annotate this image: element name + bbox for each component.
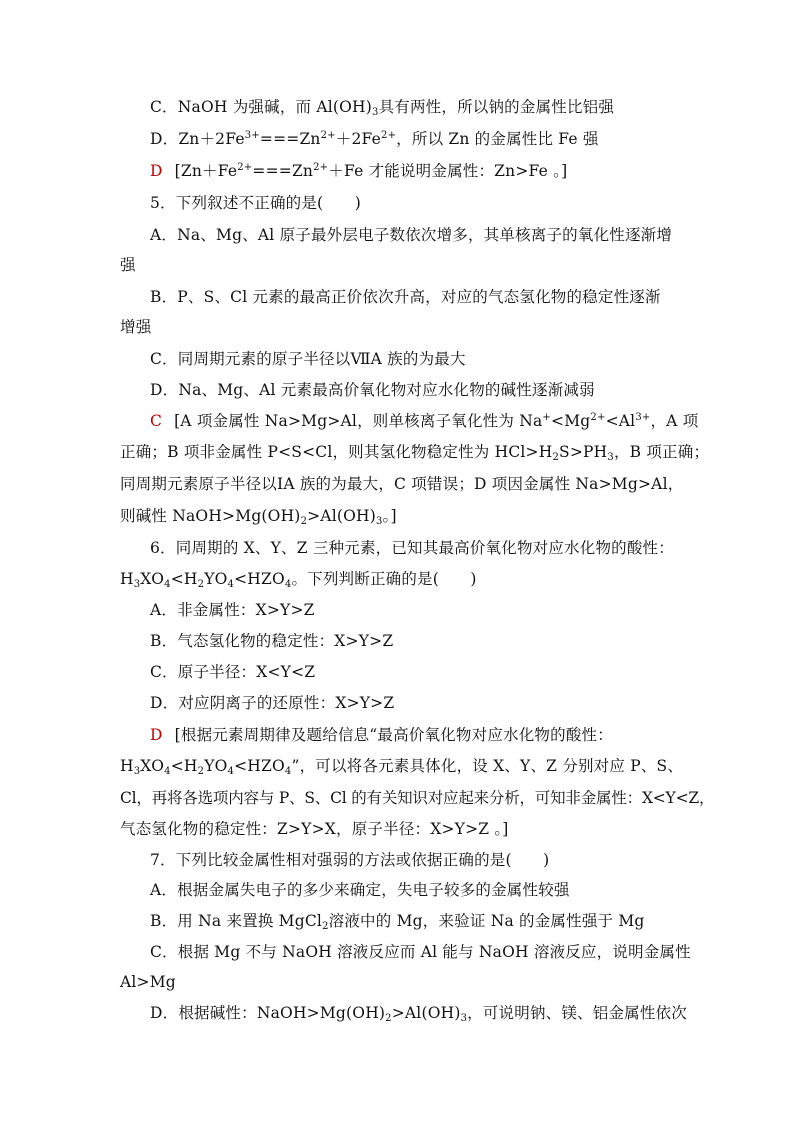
q4-explanation: ===Zn xyxy=(252,162,314,180)
q6-option-b: B．气态氢化物的稳定性：X>Y>Z xyxy=(150,632,394,650)
q6-formula-sub: 2 xyxy=(197,579,205,590)
q5-option-d: D．Na、Mg、Al 元素最高价氧化物对应水化物的碱性逐渐减弱 xyxy=(150,381,595,399)
q7-option-b-sub: 2 xyxy=(322,921,329,932)
q7-option-b xyxy=(150,911,645,931)
q5-explanation-sub: 2 xyxy=(300,516,308,527)
q7-option-d-text: >Al(OH) xyxy=(391,1004,461,1022)
q6-explanation-line3: Cl，再将各选项内容与 P、S、Cl 的有关知识对应起来分析，可知非金属性：X<Y<Z， xyxy=(120,789,715,807)
q5-answer xyxy=(150,411,698,431)
q6-formula: H xyxy=(120,570,134,588)
q5-explanation-charge: + xyxy=(542,412,552,423)
q4-option-d xyxy=(150,129,599,149)
q7-option-d-sub: 3 xyxy=(460,1013,468,1024)
q4-explanation: ＋Fe 才能说明金属性：Zn>Fe 。] xyxy=(328,162,568,180)
q4-option-d-text: ＋2Fe xyxy=(335,130,382,148)
q6-option-c: C．原子半径：X<Y<Z xyxy=(150,663,316,681)
q6-explanation: ”，可以将各元素具体化，设 X、Y、Z 分别对应 P、S、 xyxy=(291,757,684,775)
q6-option-a: A．非金属性：X>Y>Z xyxy=(150,601,315,619)
q6-formula-sub: 3 xyxy=(133,579,141,590)
q6-formula: H xyxy=(120,757,134,775)
q6-answer xyxy=(150,725,613,745)
q5-option-a: A．Na、Mg、Al 原子最外层电子数依次增多，其单核离子的氧化性逐渐增 xyxy=(150,226,673,244)
q4-explanation-charge: 2+ xyxy=(313,162,329,173)
q5-explanation: S>PH xyxy=(559,443,608,461)
q5-explanation-sub: 3 xyxy=(607,452,614,463)
q5-explanation: ，B 项正确； xyxy=(613,443,710,461)
q5-explanation-charge: 2+ xyxy=(590,412,606,423)
q4-option-d-charge: 2+ xyxy=(381,130,397,141)
q6-option-d: D．对应阴离子的还原性：X>Y>Z xyxy=(150,694,395,712)
q5-option-b-cont: 增强 xyxy=(120,318,152,336)
q4-option-d-text: ===Zn xyxy=(259,130,321,148)
q5-explanation-line2 xyxy=(120,442,709,462)
q6-formula-sub: 4 xyxy=(227,579,235,590)
q5-explanation: >Al(OH) xyxy=(307,507,376,525)
q5-explanation: 。] xyxy=(382,507,397,525)
q7-option-d-text: D．根据碱性：NaOH>Mg(OH) xyxy=(150,1004,386,1022)
q5-explanation: [A 项金属性 Na>Mg>Al，则单核离子氧化性为 Na xyxy=(174,412,543,430)
q7-option-b-text: 溶液中的 Mg，来验证 Na 的金属性强于 Mg xyxy=(328,912,645,930)
q5-explanation: 则碱性 NaOH>Mg(OH) xyxy=(120,507,301,525)
q4-answer-letter: D xyxy=(150,162,163,180)
q6-formula-sub: 4 xyxy=(164,766,171,777)
q4-option-d-text: D．Zn＋2Fe xyxy=(150,130,245,148)
q4-option-d-charge: 2+ xyxy=(320,130,336,141)
q6-formula: <HZO xyxy=(234,757,285,775)
q7-option-d-text: ，可说明钠、镁、铝金属性依次 xyxy=(467,1004,687,1022)
q7-option-c-cont: Al>Mg xyxy=(120,973,176,991)
q5-explanation: ，A 项 xyxy=(650,412,699,430)
q4-option-c-sub: 3 xyxy=(372,107,379,118)
q4-option-c-text-end: 具有两性，所以钠的金属性比铝强 xyxy=(378,98,615,116)
q4-explanation-charge: 2+ xyxy=(237,162,253,173)
q6-explanation-line4: 气态氢化物的稳定性：Z>Y>X，原子半径：X>Y>Z 。] xyxy=(120,820,509,838)
q4-option-c xyxy=(150,97,614,117)
q6-formula: XO xyxy=(140,570,165,588)
q5-option-b: B．P、S、Cl 元素的最高正价依次升高，对应的气态氢化物的稳定性逐渐 xyxy=(150,288,661,306)
q4-answer xyxy=(150,161,567,181)
q6-formula: YO xyxy=(204,570,228,588)
q6-explanation: [根据元素周期律及题给信息“最高价氧化物对应水化物的酸性： xyxy=(174,726,613,744)
q5-explanation: 正确；B 项非金属性 P<S<Cl，则其氢化物稳定性为 HCl>H xyxy=(120,443,553,461)
q6-formula-sub: 3 xyxy=(133,766,141,777)
q6-formula: <H xyxy=(170,757,198,775)
q6-formula: <H xyxy=(170,570,198,588)
q6-formula-sub: 4 xyxy=(284,766,292,777)
q5-explanation-sub: 2 xyxy=(552,452,560,463)
q5-stem: 5．下列叙述不正确的是( ) xyxy=(150,194,361,212)
q6-formula: XO xyxy=(140,757,165,775)
q5-explanation-line3: 同周期元素原子半径以ⅠA 族的为最大，C 项错误；D 项因金属性 Na>Mg>Al， xyxy=(120,475,684,493)
q6-formula-sub: 4 xyxy=(227,766,235,777)
q7-option-d-sub: 2 xyxy=(385,1013,392,1024)
q4-option-c-text: C．NaOH 为强碱，而 Al(OH) xyxy=(150,98,373,116)
q6-stem-text: 。下列判断正确的是( ) xyxy=(291,570,477,588)
q5-option-a-cont: 强 xyxy=(120,256,136,274)
q4-explanation: [Zn＋Fe xyxy=(174,162,238,180)
q6-formula-sub: 2 xyxy=(197,766,205,777)
q5-explanation: <Mg xyxy=(551,412,591,430)
q6-formula-sub: 4 xyxy=(164,579,171,590)
q5-explanation: <Al xyxy=(605,412,636,430)
q5-explanation-sub: 3 xyxy=(375,516,383,527)
q7-option-c: C．根据 Mg 不与 NaOH 溶液反应而 Al 能与 NaOH 溶液反应，说明金属性 xyxy=(150,943,691,961)
q5-answer-letter: C xyxy=(150,412,163,430)
q6-stem: 6．同周期的 X、Y、Z 三种元素，已知其最高价氧化物对应水化物的酸性： xyxy=(150,539,674,557)
q6-explanation-line2 xyxy=(120,756,683,776)
q4-option-d-charge: 3+ xyxy=(244,130,260,141)
q7-option-a: A．根据金属失电子的多少来确定，失电子较多的金属性较强 xyxy=(150,881,570,899)
q7-option-b-text: B．用 Na 来置换 MgCl xyxy=(150,912,323,930)
q7-option-d xyxy=(150,1003,687,1023)
q5-option-c: C．同周期元素的原子半径以ⅦA 族的为最大 xyxy=(150,350,466,368)
q7-stem: 7．下列比较金属性相对强弱的方法或依据正确的是( ) xyxy=(150,851,550,869)
q6-answer-letter: D xyxy=(150,726,163,744)
q4-option-d-text: ，所以 Zn 的金属性比 Fe 强 xyxy=(396,130,599,148)
q6-formula-sub: 4 xyxy=(284,579,292,590)
q6-formula: <HZO xyxy=(234,570,285,588)
q6-formula: YO xyxy=(204,757,228,775)
q5-explanation-charge: 3+ xyxy=(635,412,651,423)
q6-stem-line2 xyxy=(120,569,477,589)
q5-explanation-line4 xyxy=(120,506,397,526)
